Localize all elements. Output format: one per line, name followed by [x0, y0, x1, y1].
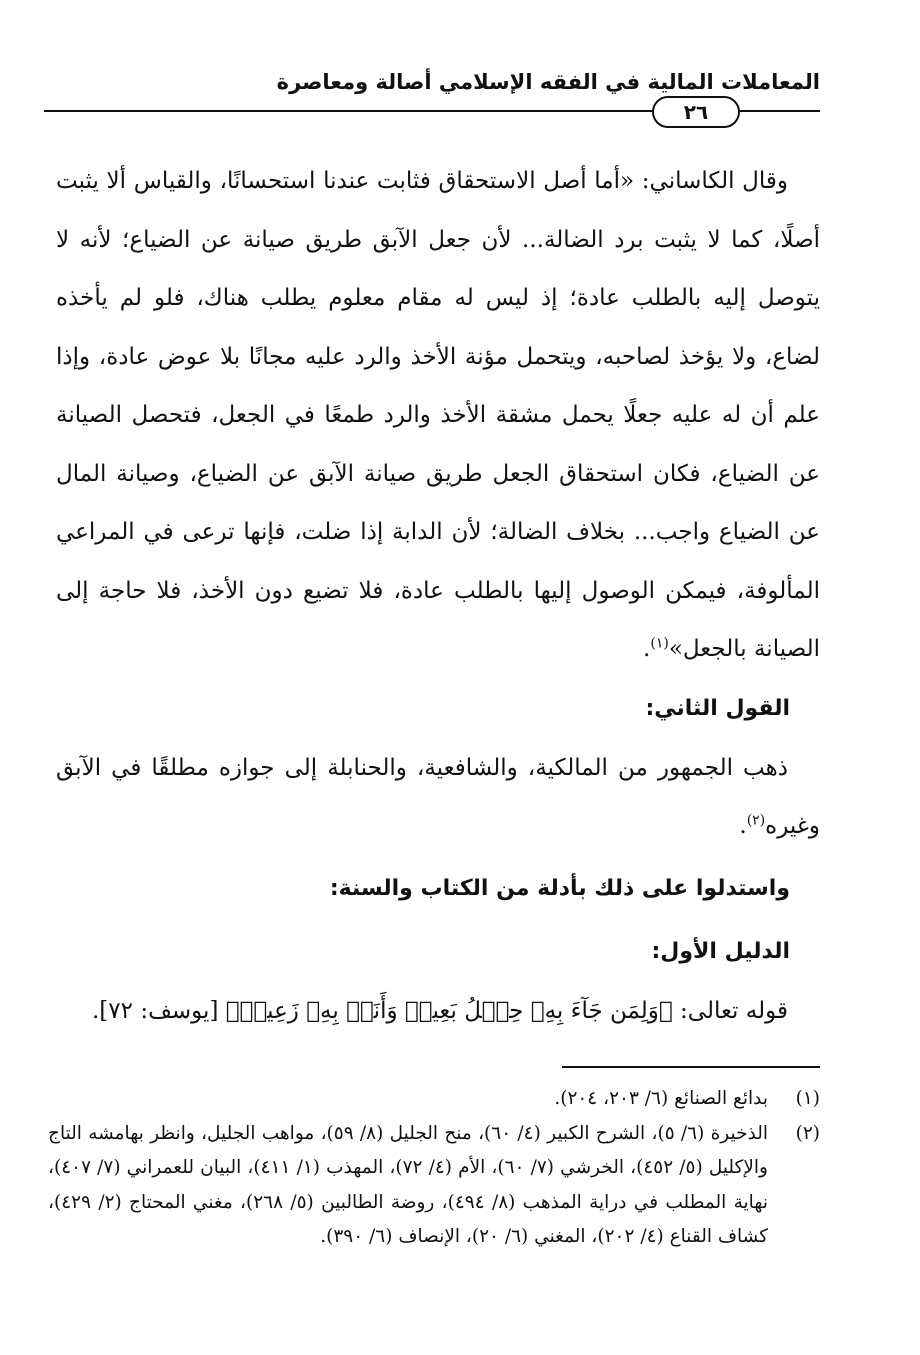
- paragraph-kasani-quote: [56, 152, 820, 679]
- footnote-ref-2[interactable]: (٢): [746, 812, 766, 829]
- quran-verse: ﴿وَلِمَن جَآءَ بِهِۦ حِمۡلُ بَعِيرٖ وَأَنَا۠ بِهِۦ زَعِيمٞ﴾: [225, 997, 673, 1024]
- footnote-number: (٢): [795, 1122, 820, 1144]
- footnote-2: [48, 1117, 820, 1255]
- footnotes: [48, 1082, 820, 1255]
- footnote-ref-1[interactable]: (١): [650, 635, 669, 652]
- footnote-1: [48, 1082, 820, 1117]
- verse-reference: [يوسف: ٧٢].: [92, 997, 219, 1024]
- footnote-text: بدائع الصنائع (٦/ ٢٠٣، ٢٠٤).: [554, 1088, 768, 1109]
- page-number: ٢٦: [652, 96, 740, 128]
- heading-evidence: واستدلوا على ذلك بأدلة من الكتاب والسنة:: [329, 875, 790, 901]
- verse-intro: قوله تعالى:: [680, 997, 788, 1024]
- footnote-number: (١): [795, 1088, 820, 1109]
- paragraph-text: وقال الكاساني: «أما أصل الاستحقاق فثابت عندنا استحسانًا، والقياس ألا يثبت أصلًا، كما لا يثبت برد الضالة... لأن جعل الآبق طريق صيانة عن الضياع؛ لأنه لا يتوصل إليه بالطلب عادة؛ إذ ليس له مقام معلوم يطلب هناك، فلو لم يأخذه لضاع، ولا يؤخذ لصاحبه، ويتحمل مؤنة الأخذ والرد عليه مجانًا بلا عوض عادة، وإذا علم أن له عليه جعلًا يحمل مشقة الأخذ والرد طمعًا في الجعل، فتحصل الصيانة عن الضياع، فكان استحقاق الجعل طريق صيانة الآبق عن الضياع، وصيانة المال عن الضياع واجب... بخلاف الضالة؛ لأن الدابة إذا ضلت، فإنها ترعى في المراعي المألوفة، فيمكن الوصول إليها بالطلب عادة، فلا تضيع دون الأخذ، فلا حاجة إلى الصيانة بالجعل»: [56, 168, 820, 662]
- main-text: [56, 152, 820, 1040]
- running-title: المعاملات المالية في الفقه الإسلامي أصالة ومعاصرة: [276, 70, 820, 94]
- heading-first-evidence: الدليل الأول:: [651, 938, 790, 964]
- heading-second-opinion: القول الثاني:: [645, 695, 790, 721]
- page-header: [44, 62, 820, 132]
- paragraph-majority-view: [56, 739, 820, 856]
- footnote-text: الذخيرة (٦/ ٥)، الشرح الكبير (٤/ ٦٠)، منح الجليل (٨/ ٥٩)، مواهب الجليل، وانظر بهامشه التاج والإكليل (٥/ ٤٥٢)، الخرشي (٧/ ٦٠)، الأم (٤/ ٧٢)، المهذب (١/ ٤١١)، البيان للعمراني (٧/ ٤٠٧)، نهاية المطلب في دراية المذهب (٨/ ٤٩٤)، روضة الطالبين (٥/ ٢٦٨)، مغني المحتاج (٢/ ٤٢٩)، كشاف القناع (٤/ ٢٠٢)، المغني (٦/ ٢٠)، الإنصاف (٦/ ٣٩٠).: [48, 1122, 769, 1247]
- paragraph-end: .: [643, 636, 651, 662]
- paragraph-quran-verse: [56, 982, 820, 1041]
- paragraph-end: .: [739, 813, 747, 839]
- paragraph-text: ذهب الجمهور من المالكية، والشافعية، والحنابلة إلى جوازه مطلقًا في الآبق وغيره: [56, 754, 820, 839]
- footnote-separator: [562, 1066, 820, 1068]
